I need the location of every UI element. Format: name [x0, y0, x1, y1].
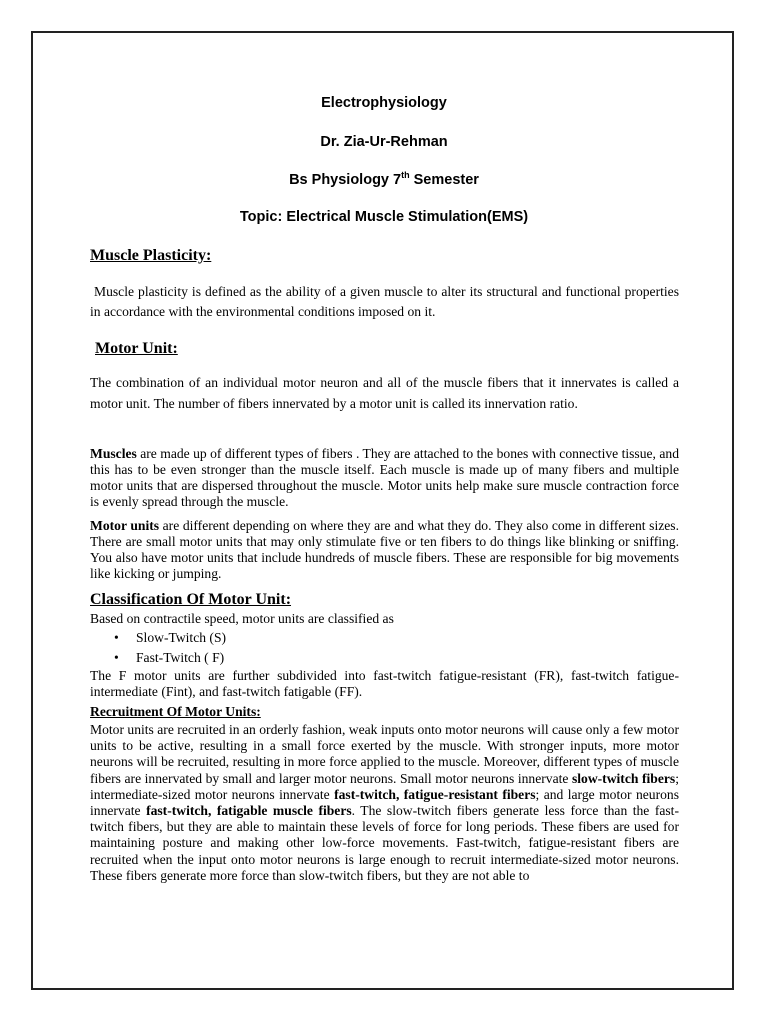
motor-units-term: Motor units [90, 518, 160, 533]
recruitment-text: Motor units are recruited in an orderly fashion, weak inputs onto motor neurons will cause only a few motor units to be active, resulting in a small force exerted by the muscle. With stronger inputs, more motor neurons will be recruited, resulting in more force applied to the muscle. Moreover, different types of muscle fibers are innervated by small and larger motor neurons. Small motor neurons innervate [90, 722, 679, 786]
classification-intro: Based on contractile speed, motor units are classified as [90, 611, 394, 626]
bullet-text: Slow-Twitch (S) [136, 630, 227, 645]
recruitment-text: ; and large motor neurons innervate [90, 786, 679, 819]
motor-units-paragraph [90, 518, 679, 582]
recruitment-text: . The slow-twitch fibers generate less force than the fast-twitch fibers, but they are able to maintain these levels of force for long periods. These fibers are used for maintaining posture and making other low-force movements. Fast-twitch, fatigue-resistant fibers are recruited when the input onto motor neurons is large enough to recruit intermediate-sized motor neurons. These fibers generate more force than slow-twitch fibers, but they are not able to [90, 803, 679, 883]
course-title: Electrophysiology [321, 95, 447, 111]
topic-title: Topic: Electrical Muscle Stimulation(EMS) [239, 209, 529, 225]
bullet-item [114, 630, 226, 646]
bullet-item [114, 650, 224, 666]
recruitment-heading: Recruitment Of Motor Units: [90, 704, 261, 719]
recruitment-term: slow-twitch fibers [571, 770, 676, 786]
bullet-text: Fast-Twitch ( F) [136, 650, 225, 665]
plasticity-heading: Muscle Plasticity: [90, 247, 212, 264]
bullet-dot-icon: • [114, 650, 119, 665]
recruitment-term: fast-twitch, fatigable muscle fibers [146, 803, 352, 819]
bullet-dot-icon: • [114, 630, 119, 645]
muscles-term: Muscles [90, 446, 137, 461]
f-units-paragraph: The F motor units are further subdivided into fast-twitch fatigue-resistant (FR), fast-twitch fatigue-intermediate (Fint), and fast-twitch fatigable (FF). [90, 668, 679, 699]
motor-units-text: are different depending on where they are and what they do. They also come in different sizes. There are small motor units that may only stimulate five or ten fibers to do things like blinking or sniffing. You also have motor units that include hundreds of muscle fibers. These are responsible for big movements like kicking or jumping. [90, 518, 679, 581]
program-text: Bs Physiology 7 [289, 172, 402, 188]
recruitment-paragraph [90, 722, 679, 884]
muscles-paragraph [90, 446, 679, 510]
motor-unit-heading: Motor Unit: [95, 340, 178, 357]
program-semester: Semester [409, 172, 479, 188]
program-line [0, 172, 768, 188]
instructor-name: Dr. Zia-Ur-Rehman [320, 134, 448, 150]
classification-heading: Classification Of Motor Unit: [90, 591, 292, 608]
plasticity-paragraph: Muscle plasticity is defined as the ability of a given muscle to alter its structural and functional properties in accordance with the environmental conditions imposed on it. [90, 284, 679, 319]
muscles-text: are made up of different types of fibers . They are attached to the bones with connective tissue, and this has to be even stronger than the muscle itself. Each muscle is made up of many fibers and multiple motor units that are dispersed throughout the muscle. Motor units help make sure muscle contraction force is evenly spread through the muscle. [90, 446, 679, 509]
motor-unit-paragraph: The combination of an individual motor neuron and all of the muscle fibers that it innervates is called a motor unit. The number of fibers innervated by a motor unit is called its innervation ratio. [90, 375, 679, 411]
program-superscript: th [401, 170, 410, 181]
recruitment-text: ; intermediate-sized motor neurons innervate [90, 770, 679, 802]
recruitment-term: fast-twitch, fatigue-resistant fibers [334, 786, 536, 802]
